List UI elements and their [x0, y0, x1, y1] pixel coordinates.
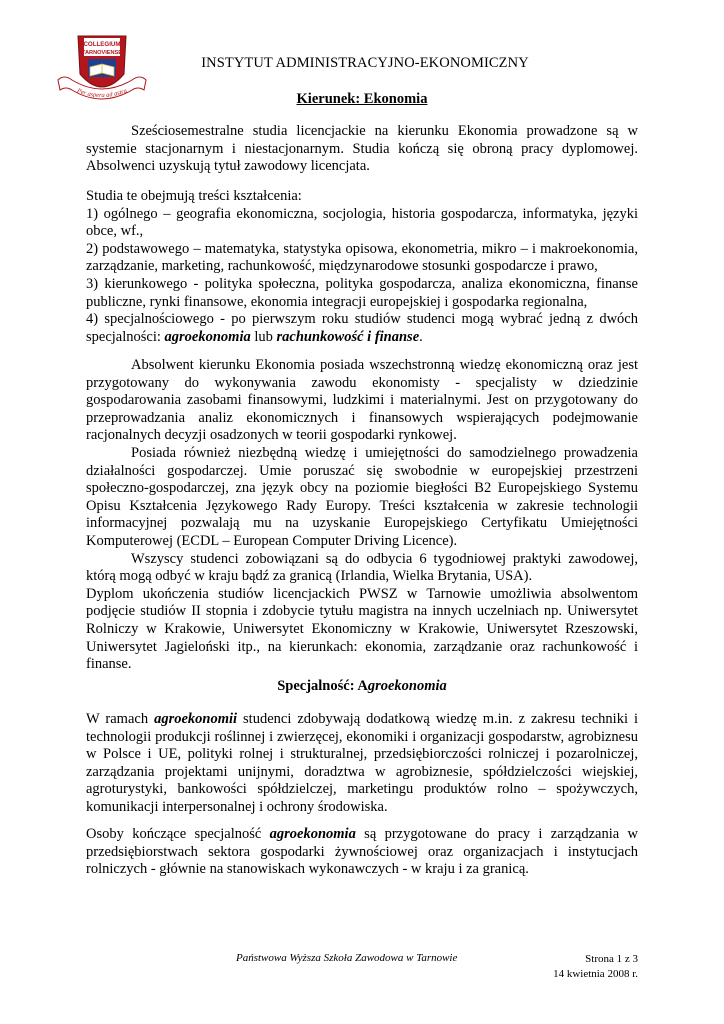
page-heading — [86, 91, 638, 108]
graduate-paragraph-2: Posiada również niezbędną wiedzę i umiejętności do samodzielnego prowadzenia działalności gospodarczej. Umie poruszać się swobodnie w europejskiej przestrzeni społeczno-gospodarczej, zna język obcy na poziomie biegłości B2 Europejskiego Systemu Opisu Kształcenia Językowego Rady Europy. Treści kształcenia w zakresie technologii informacyjnej pozwalają mu na uzyskanie Europejskiego Certyfikatu Umiejętności Komputerowej (ECDL – European Computer Driving Licence). — [86, 444, 638, 549]
footer-school: Państwowa Wyższa Szkoła Zawodowa w Tarnowie — [236, 952, 458, 964]
specialty-paragraph-1 — [86, 711, 638, 817]
specialty-paragraph-2 — [86, 826, 638, 879]
specialty-rachunkowosc: rachunkowość i finanse — [276, 328, 420, 345]
specialty-heading-prefix: Specjalność: A — [277, 678, 368, 694]
specialty-p1-text: studenci zdobywają dodatkową wiedzę m.in. z zakresu techniki i technologii produkcji roślinnej i zwierzęcej, ekonomiki i organizacji gospodarstw, agrobiznesu w Polsce i UE, polityki rolnej i strukturalnej, przedsiębiorczości rolniczej i pozarolniczej, zarządzania projektami unijnymi, doradztwa w agrobiznesie, spółdzielczości wiejskiej, agroturystyki, bankowości spółdzielczej, marketingu produktów rolno – spożywczych, komunikacji interpersonalnej i ochrony środowiska. — [86, 711, 638, 815]
page-heading-text: Kierunek: Ekonomia — [296, 91, 428, 107]
specialty-agroekonomia: agroekonomia — [164, 328, 251, 345]
specialty-heading-italic: groekonomia — [367, 678, 447, 694]
institute-name: INSTYTUT ADMINISTRACYJNO-EKONOMICZNY — [201, 55, 529, 71]
logo-text-collegium: COLLEGIUM — [83, 41, 121, 48]
specialty-p2-prefix: Osoby kończące specjalność — [86, 826, 270, 842]
content-list-lead: Studia te obejmują treści kształcenia: — [86, 188, 302, 204]
graduate-paragraph-4: Dyplom ukończenia studiów licencjackich PWSZ w Tarnowie umożliwia absolwentom podjęcie studiów II stopnia i zdobycie tytułu magistra na innych uczelniach np. Uniwersytet Rolniczy w Krakowie, Uniwersytet Ekonomiczny w Krakowie, Uniwersytet Rzeszowski, Uniwersytet Jagieloński itp., na kierunkach: ekonomia, zarządzanie oraz rachunkowość i finanse. — [86, 585, 638, 673]
content-item-3: 3) kierunkowego - polityka społeczna, polityka gospodarcza, analiza ekonomiczna, finanse publiczne, rynki finansowe, ekonomia integracji europejskiej i gospodarka regionalna, — [86, 275, 638, 310]
intro-paragraph: Sześciosemestralne studia licencjackie na kierunku Ekonomia prowadzone są w systemie stacjonarnym i niestacjonarnym. Studia kończą się obroną pracy dyplomowej. Absolwenci uzyskują tytuł zawodowy licencjata. — [86, 123, 638, 175]
content-item-1: 1) ogólnego – geografia ekonomiczna, socjologia, historia gospodarcza, informatyka, języki obce, wf., — [86, 205, 638, 240]
specialty-heading — [86, 678, 638, 695]
content-item-4-connector: lub — [250, 328, 277, 345]
content-item-4-end: . — [419, 328, 423, 345]
footer-right — [553, 952, 638, 982]
specialty-p1-prefix: W ramach — [86, 711, 155, 727]
footer-page-number: Strona 1 z 3 — [585, 953, 638, 965]
content-item-4-text: 4) specjalnościowego - po pierwszym roku studiów studenci mogą wybrać jedną z dwóch specjalności: — [86, 311, 638, 345]
footer-date: 14 kwietnia 2008 r. — [553, 968, 638, 980]
graduate-paragraph-1: Absolwent kierunku Ekonomia posiada wszechstronną wiedzę ekonomiczną oraz jest przygotowany do wykonywania zawodu ekonomisty - specjalisty w dziedzinie gospodarowania zasobami finansowymi, ludzkimi i materialnymi. Jest on przygotowany do przeprowadzania analiz ekonomicznych i finansowych wspierających podejmowanie racjonalnych decyzji osadzonych w teorii gospodarki rynkowej. — [86, 357, 638, 444]
specialty-p2-term: agroekonomia — [269, 826, 356, 842]
specialty-p2-text: są przygotowane do pracy i zarządzania w przedsiębiorstwach sektora gospodarki żywnościowej oraz organizacjach i instytucjach rolniczych - głównie na stanowiskach wykonawczych - w kraju i za granicą. — [86, 826, 638, 878]
content-item-2: 2) podstawowego – matematyka, statystyka opisowa, ekonometria, mikro – i makroekonomia, zarządzanie, marketing, rachunkowość, międzynarodowe stosunki gospodarcze i prawo, — [86, 240, 638, 275]
logo-text-tarnoviense: TARNOVIENSE — [82, 50, 122, 56]
content-list — [86, 188, 638, 346]
specialty-p1-term: agroekonomii — [154, 711, 238, 727]
graduate-section — [86, 357, 638, 674]
content-item-4 — [86, 311, 638, 346]
graduate-paragraph-3: Wszyscy studenci zobowiązani są do odbycia 6 tygodniowej praktyki zawodowej, którą mogą odbyć w kraju bądź za granicą (Irlandia, Wielka Brytania, USA). — [86, 550, 638, 585]
logo-motto: Per aspera ad astra — [76, 87, 128, 100]
